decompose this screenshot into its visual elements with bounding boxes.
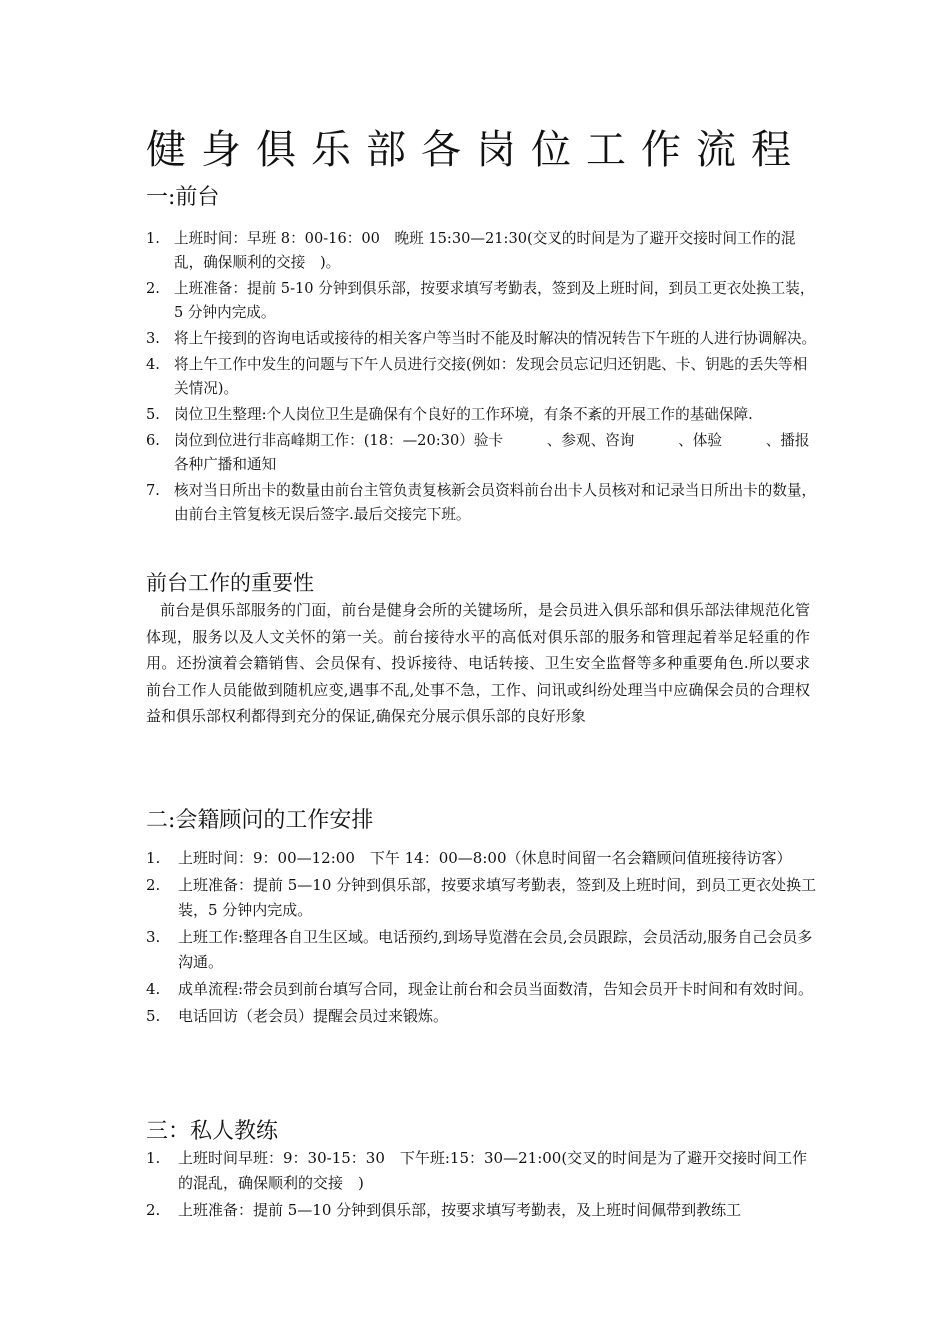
- list-item: [146, 353, 818, 401]
- section-heading-personal-trainer: 三：私人教练: [146, 1119, 279, 1144]
- list-number: 1.: [146, 849, 161, 867]
- front-desk-list: [146, 227, 818, 529]
- list-text: 岗位到位进行非高峰期工作：(18：—20:30）验卡 、参观、咨询 、体验 、播报各种广播和通知: [174, 432, 810, 473]
- list-number: 7.: [146, 482, 160, 499]
- list-text: 将上午接到的咨询电话或接待的相关客户等当时不能及时解决的情况转告下午班的人进行协调解决。: [174, 330, 817, 347]
- list-item: [146, 1198, 818, 1223]
- list-number: 2.: [146, 1201, 161, 1219]
- list-number: 1.: [146, 230, 160, 247]
- list-number: 5.: [146, 1007, 161, 1025]
- section-heading-membership-consultant: 二:会籍顾问的工作安排: [146, 808, 374, 833]
- list-text: 上班准备：提前 5—10 分钟到俱乐部，按要求填写考勤表，及上班时间佩带到教练工: [178, 1201, 742, 1219]
- list-number: 3.: [146, 928, 161, 946]
- list-item: [146, 1146, 818, 1196]
- list-text: 上班时间早班：9：30-15：30 下午班:15：30—21:00(交叉的时间是为了避开交接时间工作的混乱，确保顺利的交接 ): [178, 1149, 808, 1192]
- list-item: [146, 873, 818, 923]
- list-number: 3.: [146, 330, 160, 347]
- list-item: [146, 277, 818, 325]
- list-number: 1.: [146, 1149, 161, 1167]
- document-title: 健身俱乐部各岗位工作流程: [146, 127, 806, 173]
- list-number: 4.: [146, 980, 161, 998]
- list-number: 2.: [146, 280, 160, 297]
- section-heading-front-desk: 一:前台: [146, 185, 220, 210]
- list-number: 4.: [146, 356, 160, 373]
- front-desk-importance-text: 前台是俱乐部服务的门面，前台是健身会所的关键场所，是会员进入俱乐部和俱乐部法律规范化管体现，服务以及人文关怀的第一关。前台接待水平的高低对俱乐部的服务和管理起着举足轻重的作用。还扮演着会籍销售、会员保有、投诉接待、电话转接、卫生安全监督等多种重要角色.所以要求前台工作人员能做到随机应变,遇事不乱,处事不急，工作、问讯或纠纷处理当中应确保会员的合理权益和俱乐部权利都得到充分的保证,确保充分展示俱乐部的良好形象: [146, 601, 810, 725]
- list-text: 上班准备：提前 5—10 分钟到俱乐部，按要求填写考勤表，签到及上班时间，到员工更衣处换工装，5 分钟内完成。: [178, 876, 817, 919]
- list-text: 将上午工作中发生的问题与下午人员进行交接(例如：发现会员忘记归还钥匙、卡、钥匙的丢失等相关情况)。: [174, 356, 808, 397]
- list-item: [146, 403, 818, 427]
- membership-consultant-list: [146, 846, 818, 1031]
- list-number: 6.: [146, 432, 160, 449]
- list-number: 5.: [146, 406, 160, 423]
- list-item: [146, 846, 818, 871]
- front-desk-importance-heading: 前台工作的重要性: [146, 571, 314, 595]
- list-item: [146, 227, 818, 275]
- list-item: [146, 925, 818, 975]
- personal-trainer-list: [146, 1146, 818, 1225]
- list-item: [146, 327, 818, 351]
- list-text: 上班准备：提前 5-10 分钟到俱乐部，按要求填写考勤表，签到及上班时间，到员工更衣处换工装，5 分钟内完成。: [174, 280, 815, 321]
- list-item: [146, 977, 818, 1002]
- list-text: 成单流程:带会员到前台填写合同，现金让前台和会员当面数清，告知会员开卡时间和有效时间。: [178, 980, 814, 998]
- list-item: [146, 479, 818, 527]
- list-text: 岗位卫生整理:个人岗位卫生是确保有个良好的工作环境，有条不紊的开展工作的基础保障.: [174, 406, 753, 423]
- list-item: [146, 429, 818, 477]
- list-text: 核对当日所出卡的数量由前台主管负责复核新会员资料前台出卡人员核对和记录当日所出卡的数量，由前台主管复核无误后签字.最后交接完下班。: [174, 482, 817, 523]
- list-number: 2.: [146, 876, 161, 894]
- list-text: 上班时间：9：00—12:00 下午 14：00—8:00（休息时间留一名会籍顾问值班接待访客）: [178, 849, 792, 867]
- list-text: 上班工作:整理各自卫生区域。电话预约,到场导览潜在会员,会员跟踪，会员活动,服务自己会员多沟通。: [178, 928, 813, 971]
- list-text: 上班时间：早班 8：00-16：00 晚班 15:30—21:30(交叉的时间是为了避开交接时间工作的混乱，确保顺利的交接 )。: [174, 230, 796, 271]
- list-text: 电话回访（老会员）提醒会员过来锻炼。: [178, 1007, 449, 1025]
- list-item: [146, 1004, 818, 1029]
